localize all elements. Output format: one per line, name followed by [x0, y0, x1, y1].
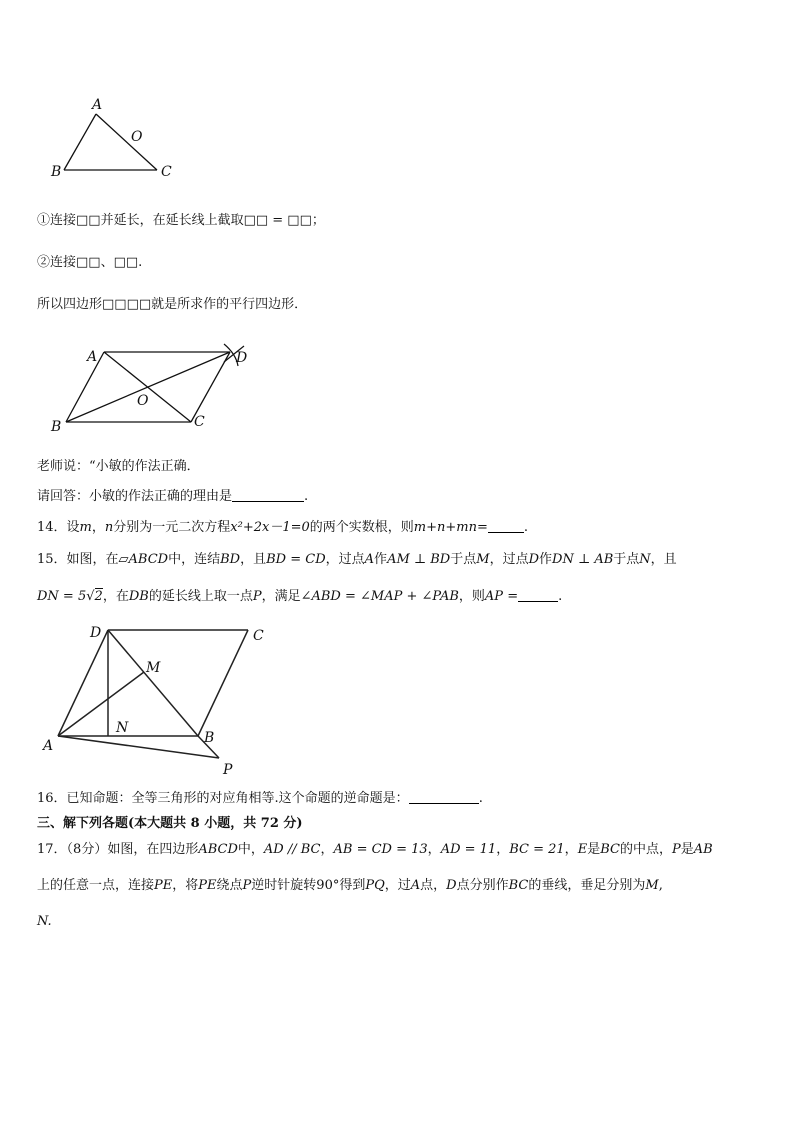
q15-math: M — [476, 552, 490, 567]
q17-math: E — [577, 842, 588, 857]
label-c: C — [161, 164, 172, 180]
q17-text: 上的任意一点，连接 — [37, 878, 155, 893]
q17-text: ， — [564, 842, 578, 857]
segment-am — [58, 672, 144, 736]
q14-equation: x²+2x－1=0 — [230, 520, 310, 535]
q15-math: A — [364, 552, 375, 567]
question-reason: 请回答：小敏的作法正确的理由是 . — [37, 489, 309, 504]
q17-math: BC — [508, 878, 529, 893]
triangle-figure — [40, 92, 190, 184]
label-b: B — [51, 164, 62, 180]
q15-math: DN = 5 — [37, 589, 87, 604]
teacher-remark: 老师说：“小敏的作法正确． — [37, 459, 200, 474]
section-3-heading: 三、解下列各题(本大题共 8 小题，共 72 分) — [37, 816, 303, 831]
q17-math: PE — [198, 878, 217, 893]
q17-text: 逆时针旋转90°得到 — [251, 878, 366, 893]
q17-text: 绕点 — [216, 878, 243, 893]
q14-sep: ， — [91, 520, 105, 535]
label-p: P — [223, 762, 233, 778]
side-cd — [191, 352, 230, 422]
q15-text: ，则 — [458, 589, 485, 604]
q15-text: 中，连结 — [168, 552, 221, 567]
label-o: O — [131, 129, 143, 145]
q17-math: D — [446, 878, 457, 893]
q15-text: 15．如图，在 — [37, 552, 119, 567]
label-c: C — [194, 414, 205, 430]
q17-text: ， — [320, 842, 334, 857]
q15-shape: ▱ABCD — [118, 552, 169, 567]
q15-math: BD — [220, 552, 241, 567]
q17-math: AB = CD = 13 — [333, 842, 428, 857]
question-14: 14．设m，n分别为一元二次方程x²+2x－1=0的两个实数根，则m+n+mn= . — [37, 520, 529, 535]
q15-text: ，过点 — [489, 552, 529, 567]
question-17-line-2 — [37, 877, 663, 895]
answer-blank-15 — [518, 589, 558, 602]
q17-math: AD = 11 — [440, 842, 497, 857]
conclusion: 所以四边形□□□□就是所求作的平行四边形． — [37, 297, 308, 312]
answer-blank-14 — [488, 520, 524, 533]
parallelogram-figure — [40, 340, 270, 440]
q17-math: BC = 21 — [509, 842, 565, 857]
q15-text: 作 — [539, 552, 553, 567]
q15-text: 于点 — [450, 552, 477, 567]
q14-prefix: 14．设 — [37, 520, 80, 535]
side-bc — [198, 630, 248, 736]
label-d: D — [236, 350, 248, 366]
q15-text: 的延长线上取一点 — [148, 589, 253, 604]
q17-math: M — [645, 878, 659, 893]
label-n: N — [116, 720, 129, 736]
q14-var-m: m — [79, 520, 92, 535]
label-a: A — [87, 349, 98, 365]
question-16: 16．已知命题：全等三角形的对应角相等.这个命题的逆命题是： . — [37, 791, 483, 806]
q17-math: P — [671, 842, 681, 857]
side-ab — [66, 352, 104, 422]
q15-math: P — [252, 589, 262, 604]
answer-blank-16 — [409, 791, 479, 804]
q14-suffix: 的两个实数根，则 — [309, 520, 414, 535]
q14-var-n: n — [104, 520, 114, 535]
segment-ap — [58, 736, 219, 758]
label-c: C — [253, 628, 264, 644]
side-ad — [58, 630, 108, 736]
side-ac — [96, 114, 157, 170]
sqrt-symbol: √ — [86, 589, 95, 604]
q15-math: DN ⊥ AB — [552, 552, 614, 567]
label-o: O — [137, 393, 149, 409]
q17-text: 的中点， — [619, 842, 672, 857]
label-b: B — [51, 419, 62, 435]
question-15-line-1 — [37, 551, 677, 569]
question-reason-text: 请回答：小敏的作法正确的理由是 — [37, 489, 233, 504]
label-m: M — [146, 660, 161, 676]
q15-math: BD = CD — [266, 552, 326, 567]
q15-text: 于点 — [613, 552, 640, 567]
label-a: A — [92, 97, 103, 113]
q15-text: ，且 — [240, 552, 267, 567]
q17-math: PQ — [365, 878, 385, 893]
q14-eq: = — [476, 520, 488, 535]
q15-math: ∠ABD = ∠MAP + ∠PAB — [300, 589, 459, 604]
q15-math: N — [639, 552, 651, 567]
q17-math: BC — [600, 842, 620, 857]
q17-text: ，将 — [172, 878, 199, 893]
q17-text: 中， — [237, 842, 264, 857]
q15-math: AM ⊥ BD — [387, 552, 451, 567]
q15-math: D — [528, 552, 540, 567]
q15-text: ，且 — [650, 552, 677, 567]
label-b: B — [204, 730, 215, 746]
label-d: D — [90, 625, 102, 641]
q15-math: 2 — [94, 589, 103, 604]
parallelogram-amnp-figure — [40, 620, 280, 780]
q17-text: 点， — [420, 878, 447, 893]
question-15-line-2: DN = 5√2，在DB的延长线上取一点P，满足∠ABD = ∠MAP + ∠PAB，则AP = . — [37, 589, 563, 604]
q17-text: , — [658, 878, 663, 893]
label-a: A — [43, 738, 54, 754]
q17-text: 17．（8分）如图，在四边形 — [37, 842, 199, 857]
q17-math: AB — [693, 842, 713, 857]
q17-math: PE — [154, 878, 173, 893]
q17-math: A — [410, 878, 421, 893]
q17-text: 点分别作 — [456, 878, 509, 893]
q17-text: 是 — [680, 842, 694, 857]
side-ab — [64, 114, 96, 170]
step-2: ②连接□□、□□. — [37, 255, 143, 270]
answer-blank-reason — [232, 489, 304, 502]
q17-text: ， — [496, 842, 510, 857]
q17-math: AD // BC — [263, 842, 321, 857]
q17-text: 的垂线，垂足分别为 — [528, 878, 646, 893]
q15-text: ，在 — [102, 589, 129, 604]
q15-text: ，满足 — [261, 589, 301, 604]
q17-math: P — [242, 878, 252, 893]
question-17-line-1 — [37, 841, 713, 859]
q16-text: 16．已知命题：全等三角形的对应角相等.这个命题的逆命题是： — [37, 791, 409, 806]
q17-math: ABCD — [198, 842, 238, 857]
q17-text: ，过 — [384, 878, 411, 893]
q15-math: AP = — [484, 589, 519, 604]
q15-text: ，过点 — [325, 552, 365, 567]
step-1: ①连接□□并延长，在延长线上截取□□ = □□； — [37, 213, 325, 228]
q14-expression: m+n+mn — [413, 520, 477, 535]
q15-text: 作 — [374, 552, 388, 567]
q15-math: DB — [128, 589, 149, 604]
question-17-line-3: N. — [37, 914, 52, 929]
q17-text: ， — [427, 842, 441, 857]
q17-text: 是 — [587, 842, 601, 857]
q14-middle: 分别为一元二次方程 — [113, 520, 231, 535]
